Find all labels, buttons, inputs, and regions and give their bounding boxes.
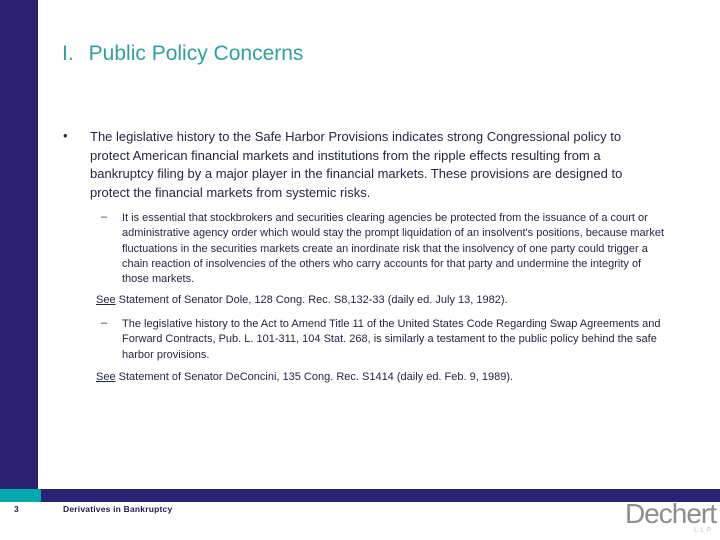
dechert-logo: Dechert bbox=[624, 498, 716, 529]
citation-text: Statement of Senator DeConcini, 135 Cong. Rec. S1414 (daily ed. Feb. 9, 1989). bbox=[115, 371, 514, 383]
citation-dole bbox=[96, 293, 676, 308]
slide-title bbox=[62, 42, 303, 66]
dechert-logo-llp: LLP bbox=[694, 527, 714, 534]
footer-divider-bar bbox=[41, 489, 720, 502]
sub-bullet-paragraph: It is essential that stockbrokers and securities clearing agencies be protected from the issuance of a court or administrative agency order which would stay the prompt liquidation of an insolvent's positions, because market fluctuations in the securities markets create an inordinate risk that the insolvency of one party could trigger a chain reaction of insolvencies of the others who carry accounts for that party and undermine the integrity of those markets. bbox=[122, 212, 664, 286]
left-brand-bar bbox=[0, 0, 38, 489]
citation-see-signal: See bbox=[96, 294, 116, 306]
slide-title-number: I. bbox=[62, 42, 74, 65]
citation-text: Statement of Senator Dole, 128 Cong. Rec. S8,132-33 (daily ed. July 13, 1982). bbox=[115, 294, 508, 306]
footer-accent-square bbox=[0, 489, 41, 502]
citation-deconcini bbox=[96, 370, 676, 385]
page-number: 3 bbox=[14, 504, 19, 514]
citation-see-signal: See bbox=[96, 371, 116, 383]
dash-marker: – bbox=[101, 317, 108, 329]
bullet-marker: • bbox=[63, 128, 68, 143]
bullet-paragraph: The legislative history to the Safe Harbor Provisions indicates strong Congressional policy to protect American financial markets and institutions from the ripple effects resulting from a bankruptcy filing by a major player in the financial markets. These provisions are designed to protect the financial markets from systemic risks. bbox=[90, 129, 623, 200]
slide-title-text: Public Policy Concerns bbox=[88, 42, 304, 65]
dash-marker: – bbox=[101, 211, 108, 223]
sub-bullet-paragraph: The legislative history to the Act to Amend Title 11 of the United States Code Regarding Swap Agreements and Forward Contracts, Pub. L. 101-311, 104 Stat. 268, is similarly a testament to the public policy behind the safe harbor provisions. bbox=[122, 318, 661, 361]
footer-presentation-title: Derivatives in Bankruptcy bbox=[63, 504, 173, 514]
